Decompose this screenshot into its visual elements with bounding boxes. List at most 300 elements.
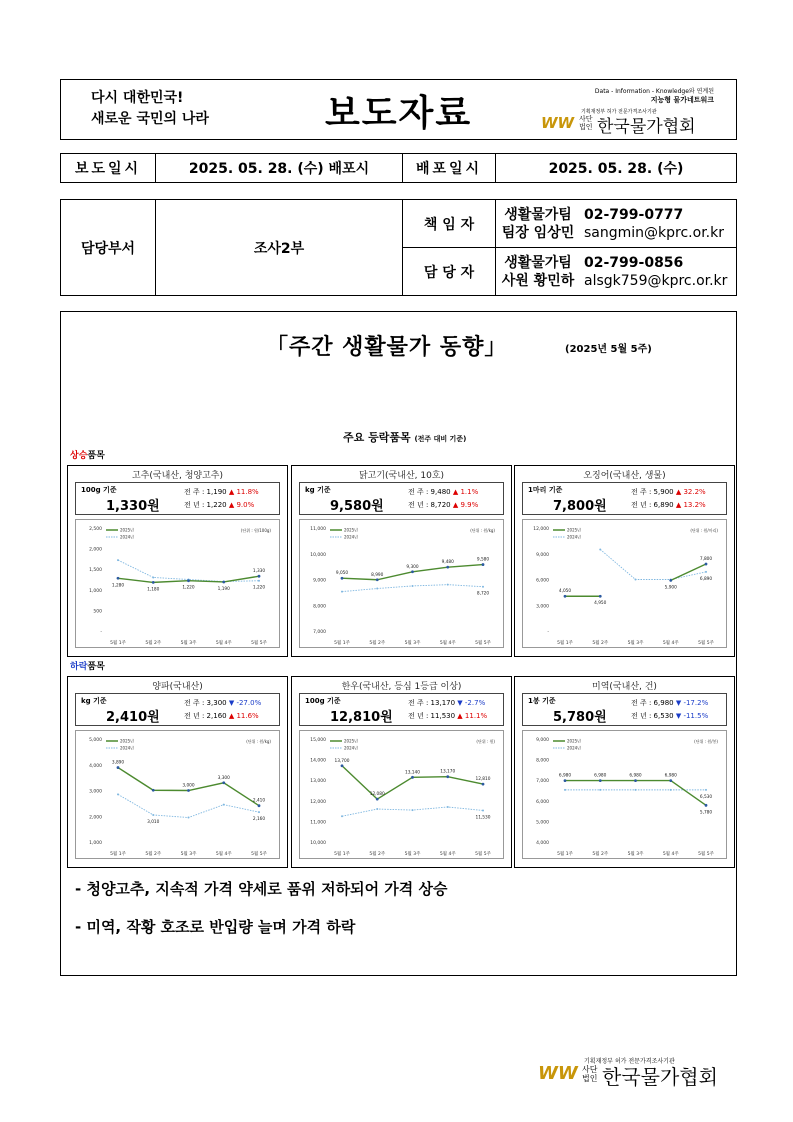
data-point bbox=[482, 783, 485, 786]
x-tick-label: 5월 3주 bbox=[404, 852, 421, 857]
data-point bbox=[258, 811, 260, 813]
series-line-2025 bbox=[565, 781, 706, 806]
data-point bbox=[152, 789, 155, 792]
data-label: 6,980 bbox=[594, 773, 607, 779]
yoy-line bbox=[184, 711, 259, 721]
y-tick-label: 1,000 bbox=[89, 841, 102, 846]
x-tick-label: 5월 5주 bbox=[251, 641, 267, 646]
plot-area bbox=[522, 730, 727, 859]
legend-label: 2024년 bbox=[344, 534, 359, 540]
wow-change: ▼ -17.2% bbox=[675, 699, 709, 707]
x-tick-label: 5월 5주 bbox=[475, 852, 491, 857]
y-tick-label: 7,000 bbox=[536, 779, 549, 785]
price-chart-card bbox=[67, 465, 288, 657]
contact-email[interactable]: sangmin@kprc.or.kr bbox=[584, 224, 724, 241]
unit-note: (단위 : 원/마리) bbox=[690, 528, 718, 533]
unit-label: 100g 기준 bbox=[305, 697, 341, 705]
series-line-2024 bbox=[118, 560, 259, 581]
wow-label: 전 주 : 13,170 bbox=[408, 699, 456, 707]
footer-org-sub: 기획재정부 허가 전문가격조사기관 bbox=[584, 1058, 675, 1065]
wow-label: 전 주 : 5,900 bbox=[631, 488, 674, 496]
section-note: (전주 대비 기준) bbox=[414, 435, 467, 443]
unit-label: 1마리 기준 bbox=[528, 486, 563, 494]
data-label: 1,280 bbox=[111, 583, 125, 589]
contact-details bbox=[580, 200, 737, 248]
data-point bbox=[376, 808, 378, 810]
wow-change: ▲ 11.8% bbox=[228, 488, 259, 496]
unit-label: kg 기준 bbox=[305, 486, 331, 494]
role-label: 책 임 자 bbox=[403, 200, 496, 248]
dept-label: 담당부서 bbox=[61, 200, 156, 296]
date-table bbox=[60, 153, 737, 183]
wow-change: ▼ -2.7% bbox=[457, 699, 486, 707]
data-label: 13,140 bbox=[404, 770, 421, 776]
data-point bbox=[635, 579, 637, 581]
x-tick-label: 5월 5주 bbox=[251, 852, 267, 857]
data-point bbox=[376, 578, 379, 581]
data-point bbox=[187, 789, 190, 792]
data-point bbox=[634, 779, 637, 782]
y-tick-label: 2,000 bbox=[89, 815, 102, 821]
wow-label: 전 주 : 9,480 bbox=[408, 488, 451, 496]
data-label: 8,990 bbox=[371, 572, 384, 578]
x-tick-label: 5월 2주 bbox=[369, 852, 386, 857]
y-tick-label: 12,000 bbox=[533, 527, 549, 532]
data-label: 6,530 bbox=[699, 794, 713, 800]
footer-org-name: 한국물가협회 bbox=[602, 1065, 718, 1089]
section-title-text: 주요 등락품목 bbox=[343, 431, 411, 444]
data-point bbox=[117, 766, 120, 769]
data-point bbox=[412, 809, 414, 811]
contact-table bbox=[60, 199, 737, 296]
x-tick-label: 5월 2주 bbox=[145, 641, 162, 646]
y-tick-label: 12,000 bbox=[310, 799, 326, 805]
role-label: 담 당 자 bbox=[403, 248, 496, 296]
yoy-line bbox=[631, 500, 706, 510]
wow-line bbox=[184, 698, 261, 708]
data-point bbox=[188, 817, 190, 819]
series-line-2024 bbox=[118, 794, 259, 817]
contact-phone: 02-799-0777 bbox=[584, 206, 684, 223]
plot-area bbox=[75, 519, 280, 648]
y-tick-label: 2,000 bbox=[89, 547, 102, 553]
data-point bbox=[117, 559, 119, 561]
data-point bbox=[599, 595, 602, 598]
x-tick-label: 5월 3주 bbox=[180, 852, 197, 857]
data-point bbox=[669, 779, 672, 782]
data-label: 5,780 bbox=[699, 810, 713, 816]
data-point bbox=[705, 789, 707, 791]
price-chart-card bbox=[514, 465, 735, 657]
data-point bbox=[222, 781, 225, 784]
org-logo-footer bbox=[538, 1058, 738, 1088]
x-tick-label: 5월 1주 bbox=[110, 641, 126, 646]
legend-label: 2025년 bbox=[567, 527, 582, 533]
contact-phone: 02-799-0856 bbox=[584, 254, 684, 271]
data-point bbox=[152, 581, 155, 584]
chart-title: 미역(국내산, 건) bbox=[592, 682, 657, 692]
price-summary bbox=[299, 693, 504, 726]
slogan-line2: 새로운 국민의 나라 bbox=[91, 111, 209, 127]
fall-label-rest: 품목 bbox=[87, 662, 105, 672]
rise-label-colored: 상승 bbox=[70, 451, 88, 461]
y-tick-label: 10,000 bbox=[310, 552, 326, 558]
y-tick-label: 2,500 bbox=[89, 527, 102, 532]
contact-name: 팀장 임상민 bbox=[501, 224, 575, 241]
y-tick-label: 8,000 bbox=[313, 604, 326, 610]
x-tick-label: 5월 1주 bbox=[557, 641, 573, 646]
wow-change: ▲ 1.1% bbox=[452, 488, 479, 496]
y-tick-label: 11,000 bbox=[310, 527, 326, 532]
doc-type-title: 보도자료 bbox=[325, 93, 473, 134]
data-point bbox=[705, 571, 707, 573]
x-tick-label: 5월 5주 bbox=[475, 641, 491, 646]
x-tick-label: 5월 1주 bbox=[334, 852, 350, 857]
price-summary bbox=[522, 482, 727, 515]
data-point bbox=[599, 548, 601, 550]
data-label: 9,300 bbox=[406, 564, 419, 570]
data-label: 6,890 bbox=[699, 576, 713, 582]
unit-note: (단위 : 원/kg) bbox=[246, 739, 271, 744]
yoy-change: ▲ 13.2% bbox=[675, 501, 706, 509]
x-tick-label: 5월 1주 bbox=[557, 852, 573, 857]
wow-label: 전 주 : 1,190 bbox=[184, 488, 227, 496]
plot-area bbox=[75, 730, 280, 859]
y-tick-label: - bbox=[100, 630, 102, 635]
data-point bbox=[258, 580, 260, 582]
legend-label: 2024년 bbox=[567, 745, 582, 751]
x-tick-label: 5월 4주 bbox=[439, 641, 456, 646]
line-chart bbox=[523, 520, 728, 649]
line-chart bbox=[76, 731, 281, 860]
y-tick-label: 6,000 bbox=[536, 799, 549, 805]
data-point bbox=[447, 584, 449, 586]
contact-team: 생활물가팀 bbox=[504, 206, 572, 223]
rise-label bbox=[70, 448, 105, 461]
data-point bbox=[152, 814, 154, 816]
y-tick-label: 4,000 bbox=[536, 841, 549, 846]
data-label: 2,410 bbox=[252, 798, 266, 804]
kprc-logo-mark-icon: WW bbox=[541, 114, 575, 132]
series-line-2024 bbox=[600, 549, 706, 579]
data-label: 1,190 bbox=[217, 586, 230, 592]
y-tick-label: 9,000 bbox=[536, 552, 549, 558]
dept-value: 조사2부 bbox=[156, 200, 403, 296]
org-name: 한국물가협회 bbox=[597, 117, 696, 137]
x-tick-label: 5월 4주 bbox=[662, 641, 679, 646]
x-tick-label: 5월 1주 bbox=[334, 641, 350, 646]
data-point bbox=[599, 789, 601, 791]
contact-person bbox=[496, 248, 581, 296]
contact-name: 사원 황민하 bbox=[501, 272, 575, 289]
price-chart-card bbox=[514, 676, 735, 868]
y-tick-label: 15,000 bbox=[310, 738, 326, 743]
dist-value: 2025. 05. 28. (수) bbox=[496, 154, 737, 183]
wow-line bbox=[184, 487, 259, 497]
y-tick-label: 1,000 bbox=[89, 588, 102, 594]
contact-team: 생활물가팀 bbox=[504, 254, 572, 271]
series-line-2024 bbox=[342, 807, 483, 816]
report-value: 2025. 05. 28. (수) 배포시 bbox=[156, 154, 403, 183]
yoy-change: ▲ 9.9% bbox=[452, 501, 479, 509]
legend-label: 2024년 bbox=[120, 745, 135, 751]
y-tick-label: 500 bbox=[93, 609, 102, 615]
y-tick-label: 3,000 bbox=[89, 789, 102, 795]
data-label: 4,050 bbox=[558, 589, 572, 595]
org-prefix-bottom: 법인 bbox=[579, 123, 593, 131]
data-label: 6,980 bbox=[558, 773, 572, 779]
y-tick-label: 4,000 bbox=[89, 763, 102, 769]
unit-note: (단위 : 원) bbox=[476, 739, 495, 744]
slogan-line1: 다시 대한민국! bbox=[91, 90, 184, 106]
dist-label: 배포일시 bbox=[403, 154, 496, 183]
report-label: 보도일시 bbox=[61, 154, 156, 183]
data-label: 8,720 bbox=[476, 591, 490, 597]
bullet-1: - 청양고추, 지속적 가격 약세로 품위 저하되어 가격 상승 bbox=[75, 880, 448, 898]
x-tick-label: 5월 5주 bbox=[698, 641, 714, 646]
unit-label: 100g 기준 bbox=[81, 486, 117, 494]
wow-line bbox=[631, 487, 706, 497]
data-point bbox=[152, 576, 154, 578]
current-price: 12,810원 bbox=[330, 710, 393, 725]
line-chart bbox=[300, 520, 505, 649]
yoy-label: 전 년 : 1,220 bbox=[184, 501, 227, 509]
price-chart-card bbox=[67, 676, 288, 868]
section-title bbox=[343, 429, 466, 445]
wow-label: 전 주 : 6,980 bbox=[631, 699, 674, 707]
data-point bbox=[482, 563, 485, 566]
yoy-label: 전 년 : 6,890 bbox=[631, 501, 674, 509]
y-tick-label: 7,000 bbox=[313, 630, 326, 635]
data-label: 3,300 bbox=[217, 775, 230, 781]
data-point bbox=[341, 591, 343, 593]
yoy-line bbox=[408, 711, 487, 721]
data-label: 7,800 bbox=[699, 557, 713, 563]
data-point bbox=[222, 581, 225, 584]
price-summary bbox=[75, 482, 280, 515]
legend-label: 2025년 bbox=[567, 738, 582, 744]
contact-email[interactable]: alsgk759@kprc.or.kr bbox=[584, 272, 728, 289]
x-tick-label: 5월 2주 bbox=[145, 852, 162, 857]
data-label: 5,900 bbox=[664, 585, 677, 591]
wow-change: ▼ -27.0% bbox=[228, 699, 262, 707]
x-tick-label: 5월 4주 bbox=[215, 852, 232, 857]
main-subtitle: (2025년 5월 5주) bbox=[565, 344, 652, 355]
footer-org-prefix bbox=[582, 1065, 597, 1083]
data-point bbox=[447, 806, 449, 808]
yoy-change: ▼ -11.5% bbox=[675, 712, 709, 720]
yoy-label: 전 년 : 2,160 bbox=[184, 712, 227, 720]
x-tick-label: 5월 5주 bbox=[698, 852, 714, 857]
unit-label: 1봉 기준 bbox=[528, 697, 556, 705]
x-tick-label: 5월 3주 bbox=[627, 641, 644, 646]
contact-person bbox=[496, 200, 581, 248]
data-label: 1,180 bbox=[147, 587, 160, 593]
contact-details bbox=[580, 248, 737, 296]
chart-title: 고추(국내산, 청양고추) bbox=[132, 471, 223, 481]
plot-area bbox=[299, 519, 504, 648]
network-line2: 지능형 물가네트워크 bbox=[650, 96, 714, 104]
x-tick-label: 5월 1주 bbox=[110, 852, 126, 857]
legend-label: 2024년 bbox=[567, 534, 582, 540]
y-tick-label: 1,500 bbox=[89, 568, 102, 574]
y-tick-label: 6,000 bbox=[536, 578, 549, 584]
data-point bbox=[117, 793, 119, 795]
fall-label bbox=[70, 659, 105, 672]
x-tick-label: 5월 2주 bbox=[592, 852, 609, 857]
x-tick-label: 5월 3주 bbox=[180, 641, 197, 646]
current-price: 5,780원 bbox=[553, 710, 607, 725]
data-point bbox=[564, 779, 567, 782]
yoy-label: 전 년 : 11,530 bbox=[408, 712, 456, 720]
data-point bbox=[258, 804, 261, 807]
chart-title: 양파(국내산) bbox=[152, 682, 203, 692]
network-text bbox=[595, 86, 714, 105]
data-point bbox=[376, 588, 378, 590]
unit-label: kg 기준 bbox=[81, 697, 107, 705]
data-point bbox=[670, 789, 672, 791]
wow-line bbox=[408, 698, 485, 708]
price-summary bbox=[75, 693, 280, 726]
x-tick-label: 5월 3주 bbox=[627, 852, 644, 857]
y-tick-label: 5,000 bbox=[89, 738, 102, 743]
data-label: 3,000 bbox=[182, 783, 195, 789]
chart-title: 오징어(국내산, 생물) bbox=[583, 471, 666, 481]
chart-title: 닭고기(국내산, 10호) bbox=[358, 471, 445, 481]
data-point bbox=[411, 570, 414, 573]
yoy-change: ▲ 9.0% bbox=[228, 501, 255, 509]
data-label: 12,810 bbox=[475, 777, 491, 783]
wow-line bbox=[408, 487, 478, 497]
legend-label: 2025년 bbox=[120, 527, 135, 533]
legend-label: 2025년 bbox=[120, 738, 135, 744]
kprc-logo-mark-icon: WW bbox=[538, 1063, 578, 1084]
header-box bbox=[60, 79, 737, 140]
x-tick-label: 5월 4주 bbox=[215, 641, 232, 646]
rise-label-rest: 품목 bbox=[87, 451, 105, 461]
data-point bbox=[411, 776, 414, 779]
data-label: 9,580 bbox=[476, 557, 490, 563]
y-tick-label: 9,000 bbox=[313, 578, 326, 584]
data-label: 9,050 bbox=[335, 571, 349, 577]
price-summary bbox=[522, 693, 727, 726]
y-tick-label: - bbox=[547, 630, 549, 635]
data-point bbox=[564, 595, 567, 598]
data-point bbox=[705, 563, 708, 566]
line-chart bbox=[300, 731, 505, 860]
y-tick-label: 3,000 bbox=[536, 604, 549, 610]
unit-note: (단위 : 원/봉) bbox=[694, 739, 718, 744]
data-point bbox=[446, 566, 449, 569]
data-label: 11,530 bbox=[475, 815, 491, 821]
data-label: 6,980 bbox=[629, 773, 642, 779]
org-sub: 기획재정부 허가 전문가격조사기관 bbox=[581, 109, 657, 115]
data-point bbox=[669, 579, 672, 582]
data-point bbox=[446, 775, 449, 778]
legend-label: 2025년 bbox=[344, 738, 359, 744]
x-tick-label: 5월 2주 bbox=[369, 641, 386, 646]
data-label: 2,160 bbox=[252, 817, 266, 823]
wow-change: ▲ 32.2% bbox=[675, 488, 706, 496]
current-price: 9,580원 bbox=[330, 499, 384, 514]
data-point bbox=[258, 575, 261, 578]
x-tick-label: 5월 4주 bbox=[662, 852, 679, 857]
wow-line bbox=[631, 698, 708, 708]
data-point bbox=[376, 798, 379, 801]
line-chart bbox=[523, 731, 728, 860]
data-label: 1,220 bbox=[252, 585, 266, 591]
data-point bbox=[705, 804, 708, 807]
org-prefix-top: 사단 bbox=[579, 115, 593, 123]
y-tick-label: 10,000 bbox=[310, 841, 326, 846]
current-price: 7,800원 bbox=[553, 499, 607, 514]
yoy-label: 전 년 : 8,720 bbox=[408, 501, 451, 509]
data-label: 4,950 bbox=[594, 601, 607, 607]
data-point bbox=[187, 579, 190, 582]
data-label: 13,170 bbox=[440, 769, 456, 775]
data-point bbox=[412, 585, 414, 587]
data-point bbox=[482, 586, 484, 588]
yoy-line bbox=[631, 711, 708, 721]
data-label: 3,010 bbox=[147, 819, 160, 825]
current-price: 1,330원 bbox=[106, 499, 160, 514]
unit-note: (단위 : 원/100g) bbox=[240, 528, 271, 533]
footer-org-prefix-top: 사단 bbox=[582, 1065, 598, 1074]
data-point bbox=[599, 779, 602, 782]
yoy-change: ▲ 11.6% bbox=[228, 712, 259, 720]
legend-label: 2024년 bbox=[120, 534, 135, 540]
x-tick-label: 5월 2주 bbox=[592, 641, 609, 646]
x-tick-label: 5월 3주 bbox=[404, 641, 421, 646]
current-price: 2,410원 bbox=[106, 710, 160, 725]
slogan bbox=[91, 88, 209, 130]
legend-label: 2024년 bbox=[344, 745, 359, 751]
fall-label-colored: 하락 bbox=[70, 662, 88, 672]
yoy-line bbox=[184, 500, 254, 510]
bullet-2: - 미역, 작황 호조로 반입량 늘며 가격 하락 bbox=[75, 918, 356, 936]
data-point bbox=[341, 764, 344, 767]
data-label: 13,700 bbox=[334, 758, 350, 764]
plot-area bbox=[299, 730, 504, 859]
data-label: 1,220 bbox=[182, 585, 195, 591]
price-summary bbox=[299, 482, 504, 515]
price-chart-card bbox=[291, 676, 512, 868]
y-tick-label: 11,000 bbox=[310, 820, 326, 826]
data-point bbox=[117, 577, 120, 580]
chart-title: 한우(국내산, 등심 1등급 이상) bbox=[341, 682, 462, 692]
y-tick-label: 9,000 bbox=[536, 738, 549, 743]
unit-note: (단위 : 원/kg) bbox=[470, 528, 495, 533]
plot-area bbox=[522, 519, 727, 648]
y-tick-label: 5,000 bbox=[536, 820, 549, 826]
org-logo-header bbox=[541, 108, 721, 136]
org-prefix bbox=[579, 115, 593, 131]
price-chart-card bbox=[291, 465, 512, 657]
footer-org-prefix-bottom: 법인 bbox=[582, 1074, 598, 1083]
data-point bbox=[341, 815, 343, 817]
data-label: 3,890 bbox=[111, 760, 125, 766]
data-point bbox=[564, 789, 566, 791]
data-label: 9,480 bbox=[441, 560, 454, 566]
yoy-label: 전 년 : 6,530 bbox=[631, 712, 674, 720]
line-chart bbox=[76, 520, 281, 649]
yoy-change: ▲ 11.1% bbox=[457, 712, 488, 720]
yoy-line bbox=[408, 500, 478, 510]
data-label: 1,330 bbox=[252, 569, 266, 575]
legend-label: 2025년 bbox=[344, 527, 359, 533]
data-label: 12,080 bbox=[369, 792, 385, 798]
wow-label: 전 주 : 3,300 bbox=[184, 699, 227, 707]
